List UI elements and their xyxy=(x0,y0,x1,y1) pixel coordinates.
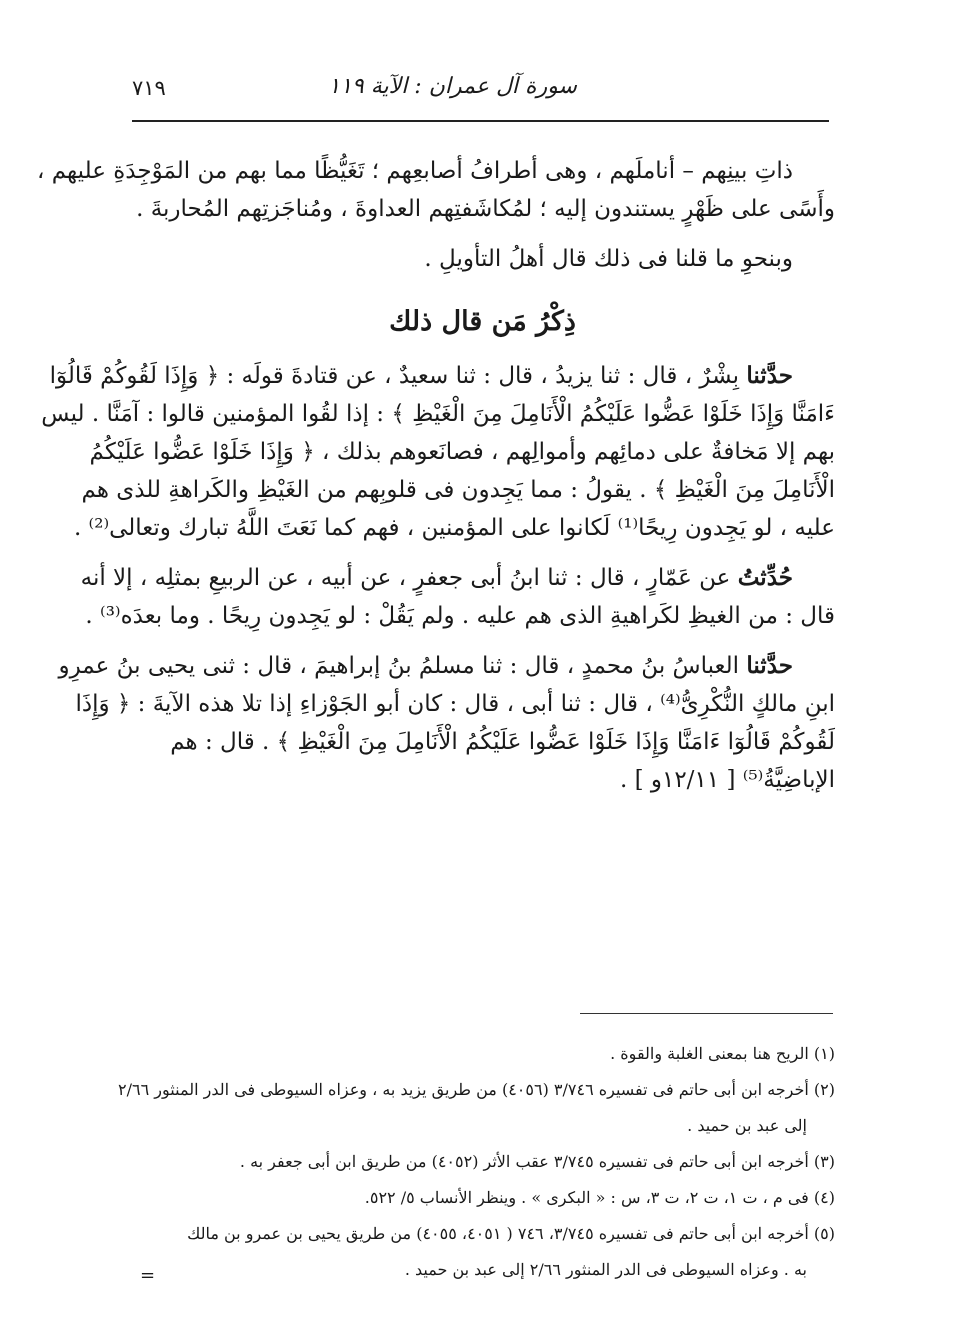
footnote: (٥) أخرجه ابن أبى حاتم فى تفسيره ٣/٧٤٥، ٧٤٦ ( ٤٠٥١، ٤٠٥٥) من طريق يحيى بن عمرو بن مالك xyxy=(187,1224,835,1243)
text-line xyxy=(49,357,835,395)
text-line: بهم إلا مَخافةٌ على دمائِهم وأموالِهم ، فصانَعوهم بذلك ، ﴿ وَإِذَا خَلَوْا عَضُّوا عَلَيْكُمُ xyxy=(89,439,835,465)
paragraph xyxy=(130,240,835,278)
running-title: سورة آل عمران : الآية ١١٩ xyxy=(328,74,577,99)
text-span: عن عَمّارٍ ، قال : ثنا ابنُ أبى جعفرٍ ، عن أبيه ، عن الربيعِ بمثلِه ، إلا أنه xyxy=(80,565,738,591)
text-line: عليه ، لو يَجِدون رِيحًا⁽¹⁾ لَكانوا على المؤمنين ، فهم كما نَعَتَ اللَّهُ تبارك وتعالى⁽²⁾ . xyxy=(73,515,835,541)
text-line: الْأَنَامِلَ مِنَ الْغَيْظِ ﴾ . يقولُ : مما يَجِدون فى قلوبِهم من الغَيْظِ والكَراهةِ للذى هم xyxy=(81,477,835,503)
narration-label: حدَّثنا xyxy=(746,652,793,679)
footnotes xyxy=(118,1036,835,1288)
text-line xyxy=(58,647,835,685)
text-line: قال : من الغيظِ لكَراهيةِ الذى هم عليه . ولم يَقُلْ : لو يَجِدون رِيحًا . وما بعدَه⁽³⁾ . xyxy=(85,603,835,629)
footnote: (٢) أخرجه ابن أبى حاتم فى تفسيره ٣/٧٤٦ (٤٠٥٦) من طريق يزيد به ، وعزاه السيوطى فى الدر المنثور ٢/٦٦ xyxy=(118,1080,835,1099)
footnote: (٤) فى م ، ت ١، ت ٢، ت ٣، س : « البكرى » . وينظر الأنساب ٥/ ٥٢٢. xyxy=(364,1188,835,1207)
text-line: ءَامَنَّا وَإِذَا خَلَوْا عَضُّوا عَلَيْكُمُ الْأَنَامِلَ مِنَ الْغَيْظِ ﴾ : إذا لقُوا المؤمنين قالوا : آمَنَّا . ليس xyxy=(41,401,835,427)
paragraph xyxy=(80,559,835,635)
text-span: العباسُ بنُ محمدٍ ، قال : ثنا مسلمُ بنُ إبراهيمَ ، قال : ثنى يحيى بنُ عمرِو xyxy=(58,653,747,679)
text-line: ذاتِ بينِهم – أناملَهم ، وهى أطرافُ أصابعِهم ؛ تَغَيُّظًا مما بهم من المَوْجِدَةِ عليهم ، xyxy=(37,158,793,184)
paragraph xyxy=(58,647,835,799)
main-text xyxy=(37,152,835,811)
text-line: الإباضِيَّةُ⁽⁵⁾ [ ١٢/١١و ] . xyxy=(619,767,835,793)
text-line: وأَسًى على ظَهْرٍ يستندون إليه ؛ لمُكاشَفتِهم العداوةَ ، ومُناجَزتِهم المُحاربةَ . xyxy=(136,196,835,222)
footnote-continuation: به . وعزاه السيوطى فى الدر المنثور ٢/٦٦ إلى عبد بن حميد . xyxy=(404,1260,807,1279)
section-heading: ذِكْرُ مَن قال ذلك xyxy=(389,306,576,337)
text-line: وبنحوِ ما قلنا فى ذلك قال أهلُ التأويلِ . xyxy=(424,246,793,272)
footnote: (١) الريح هنا بمعنى الغلبة والقوة . xyxy=(610,1044,835,1063)
text-line xyxy=(80,559,835,597)
footnote: (٣) أخرجه ابن أبى حاتم فى تفسيره ٣/٧٤٥ عقب الأثر (٤٠٥٢) من طريق ابن أبى جعفر به . xyxy=(239,1152,835,1171)
text-line: ابنِ مالكٍ النُّكْرِىُّ⁽⁴⁾ ، قال : ثنا أبى ، قال : كان أبو الجَوْزاءِ إذا تلا هذه الآيةَ : ﴿ وَإِذَا xyxy=(75,691,835,717)
footnote-continuation: إلى عبد بن حميد . xyxy=(687,1116,807,1135)
continuation-mark: = xyxy=(140,1265,156,1286)
footnote-rule xyxy=(580,1013,833,1014)
paragraph xyxy=(37,152,835,228)
header-rule xyxy=(132,120,829,122)
narration-label: حدَّثنا xyxy=(746,362,793,389)
text-span: بِشْرٌ ، قال : ثنا يزيدُ ، قال : ثنا سعيدٌ ، عن قتادةَ قولَه : ﴿ وَإِذَا لَقُوكُمْ قَالُوٓا xyxy=(49,363,747,389)
page-header xyxy=(132,74,825,106)
text-line: لَقُوكُمْ قَالُوٓا ءَامَنَّا وَإِذَا خَلَوْا عَضُّوا عَلَيْكُمُ الْأَنَامِلَ مِنَ الْغَيْظِ ﴾ . قال : هم xyxy=(170,729,835,755)
paragraph xyxy=(41,357,835,547)
narration-label: حُدِّثتُ xyxy=(737,564,793,591)
page-number: ٧١٩ xyxy=(132,76,166,100)
